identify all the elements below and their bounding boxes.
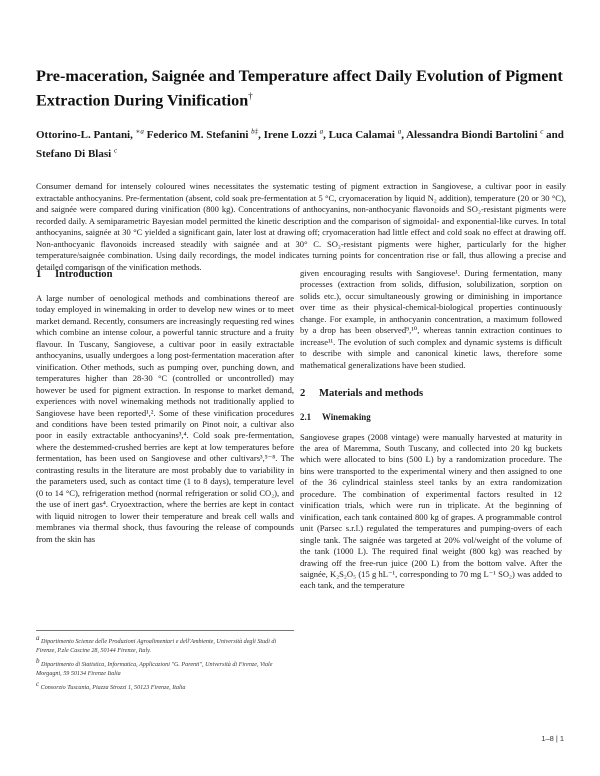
author bbox=[406, 129, 564, 141]
author-name: Federico M. Stefanini bbox=[146, 128, 249, 141]
footnote-text: Dipartimento Scienze delle Produzioni Agroalimentari e dell'Ambiente, Università degli Studi di Firenze, P.zle Cascine 28, 50144 Firenze, Italy. bbox=[36, 639, 277, 655]
subsection-number: 2.1 bbox=[300, 412, 312, 423]
author bbox=[264, 129, 329, 141]
right-column bbox=[300, 268, 562, 592]
section-heading-introduction bbox=[36, 268, 294, 281]
paper-title: Pre-maceration, Saignée and Temperature affect Daily Evolution of Pigment Extraction During Vinification† bbox=[36, 67, 563, 110]
abstract-text: Consumer demand for intensely coloured wines necessitates the systematic testing of pigment extraction in Sangiovese, a cultivar poor in easily extractable anthocyanins. Pre-fermentation (absent, cold soak pre-fermentation at 5 °C, cryomaceration by liquid N₂ addition), temperature (20 or 30 °C), and saignée were compared during vinification (800 kg). Concentrations of anthocyanins, non-anthocyanic flavonoids and SO₂-resistant pigments were recorded daily. A semiparametric Bayesian model permitted the kinetic description and the comparison of sigmoidal- and exponential-like curves. In total anthocyanins, saignée at 30 °C yielded a significant gain, later lost at drawing off; cryomaceration had little effect and cold soak no effect at drawing off. Non-anthocyanic flavonoids increased steadily with saignée and at 30° C. SO₂-resistant pigments were higher, particularly for the higher temperature/saignée combination. Using daily recordings, the model indicates turning points for concentration rise or fall, thus allowing a precise and detailed comparison of the vinification methods. bbox=[36, 181, 566, 272]
footnote-text: Dipartimento di Statistica, Informatica, Applicazioni "G. Parenti", Università di Firenze, Viale Morgagni, 59 50134 Firenze Italia bbox=[36, 661, 273, 678]
subsection-heading-winemaking bbox=[300, 412, 562, 423]
author-affiliation-mark: a bbox=[397, 127, 402, 135]
footnote-mark: b bbox=[36, 656, 40, 665]
author-affiliation-mark: c bbox=[540, 127, 544, 135]
author-affiliation-mark: c bbox=[113, 146, 118, 155]
abstract bbox=[36, 181, 566, 273]
author-separator: , bbox=[323, 128, 329, 141]
footnote-mark: c bbox=[36, 679, 40, 688]
author bbox=[147, 129, 264, 141]
section-title: Materials and methods bbox=[319, 388, 424, 400]
section-heading-materials-methods bbox=[300, 387, 562, 400]
page-separator: | bbox=[555, 734, 558, 743]
author-list bbox=[36, 123, 566, 162]
author-separator: and bbox=[543, 128, 564, 141]
footnote bbox=[36, 657, 294, 680]
subsection-title: Winemaking bbox=[322, 412, 371, 423]
footnote bbox=[36, 634, 294, 657]
author-name: Alessandra Biondi Bartolini bbox=[406, 128, 538, 141]
author-affiliation-mark: ∗a bbox=[135, 127, 144, 135]
author bbox=[329, 129, 406, 141]
author-name: Stefano Di Blasi bbox=[36, 148, 112, 161]
section-number: 2 bbox=[300, 388, 306, 400]
winemaking-text: Sangiovese grapes (2008 vintage) were manually harvested at maturity in the area of Maremma, South Tuscany, and collected into 20 kg buckets which were allocated to bins (500 L) by a randomization procedure. The bins were transported to the experimental winery and then assigned to one of the 36 cylindrical stainless steel tanks by an extra randomization procedure. The combination of experimental factors resulted in 12 vinification trials, which were run in triplicate. At the beginning of vinification, each tank contained 800 kg of grapes. A programmable control unit (Parsec s.r.l.) regulated the temperatures and pumping-overs of each single tank. The saignée was targeted at 20% vol/weight of the volume of the tank (1000 L). The required final weight (800 kg) was reached by drawing off the free-run juice (200 L) from the bottom valve. After the saignée, K₂S₂O₅ (15 g hL⁻¹, corresponding to 70 mg L⁻¹ SO₂) was added to each tank, and the temperature bbox=[300, 431, 562, 591]
author-name: Ottorino-L. Pantani, bbox=[36, 128, 133, 141]
author-name: Luca Calamai bbox=[328, 128, 395, 141]
author-separator: , bbox=[258, 128, 264, 141]
author-name: Irene Lozzi bbox=[263, 128, 317, 141]
author bbox=[36, 148, 117, 160]
page-index: 1 bbox=[559, 734, 564, 743]
section-title: Introduction bbox=[55, 269, 113, 280]
author-separator: , bbox=[401, 128, 407, 141]
introduction-text: A large number of oenological methods and combinations thereof are today employed in winemaking in order to develop new wines or to meet market demand. Recently, consumers are increasingly requesting red wines which combine an intense colour, a powerful tannic structure and a fruity flavour. In Tuscany, Sangiovese, a cultivar poor in easily extractable anthocyanins, usually undergoes a long post-fermentation maceration after vinification. Other methods, such as pumping over, punching down, and temperatures higher than 28-30 °C (controlled or uncontrolled) may however be used for pigment extraction. In response to market demand, experiences with novel winemaking methods not traditionally applied to Sangiovese have been reported¹,². Some of these vinification procedures and conditions have been tested primarily on Pinot noir, a cultivar also poor in easily extractable anthocyanins³,⁴. Cold soak pre-fermentation, where the destemmed-crushed berries are kept at low temperatures before fermentation, has been used on Sangiovese and other cultivars³,⁵⁻⁸. The contrasting results in the literature are most probably due to variability in the parameters used, such as contact time (1 to 8 days), temperature level (0 to 14 °C), refrigeration method (normal refrigeration or solid CO₂), and the use of inert gas⁴. Cryoextraction, where the berries are kept in contact with liquid nitrogen to lower their temperature and break cell walls and membranes via thermal shock, thus favouring the release of compounds from the skin has bbox=[36, 293, 294, 544]
affiliation-footnotes bbox=[36, 634, 294, 693]
left-column bbox=[36, 268, 294, 545]
author-affiliation-mark: b‡ bbox=[251, 127, 259, 135]
footnote bbox=[36, 680, 294, 693]
spacer bbox=[300, 371, 562, 387]
author bbox=[36, 129, 147, 141]
footnote-rule bbox=[36, 630, 294, 631]
title-footnote-mark: † bbox=[248, 91, 253, 101]
page-range: 1–8 bbox=[541, 734, 554, 743]
footnote-mark: a bbox=[36, 634, 40, 642]
introduction-continued-text: given encouraging results with Sangiovese¹. During fermentation, many processes (extraction from solids, diffusion, solubilization, sorption on solids etc.), occur simultaneously growing or diminishing in importance over time as their physical-chemical-biological properties continuously change. For example, in anthocyanin concentration, a maximum followed by a drop has been observed⁹,¹⁰, whereas tannin extraction continues to increase¹¹. The evolution of such complex and dynamic systems is difficult to describe with simple and canonical kinetic laws, therefore some mathematical generalizations have been studied. bbox=[300, 268, 562, 370]
author-affiliation-mark: a bbox=[319, 127, 324, 135]
page-number bbox=[541, 734, 564, 743]
footnote-text: Consorzio Tuscania, Piazza Strozzi 1, 50123 Firenze, Italia bbox=[39, 684, 186, 691]
section-number: 1 bbox=[36, 269, 42, 280]
